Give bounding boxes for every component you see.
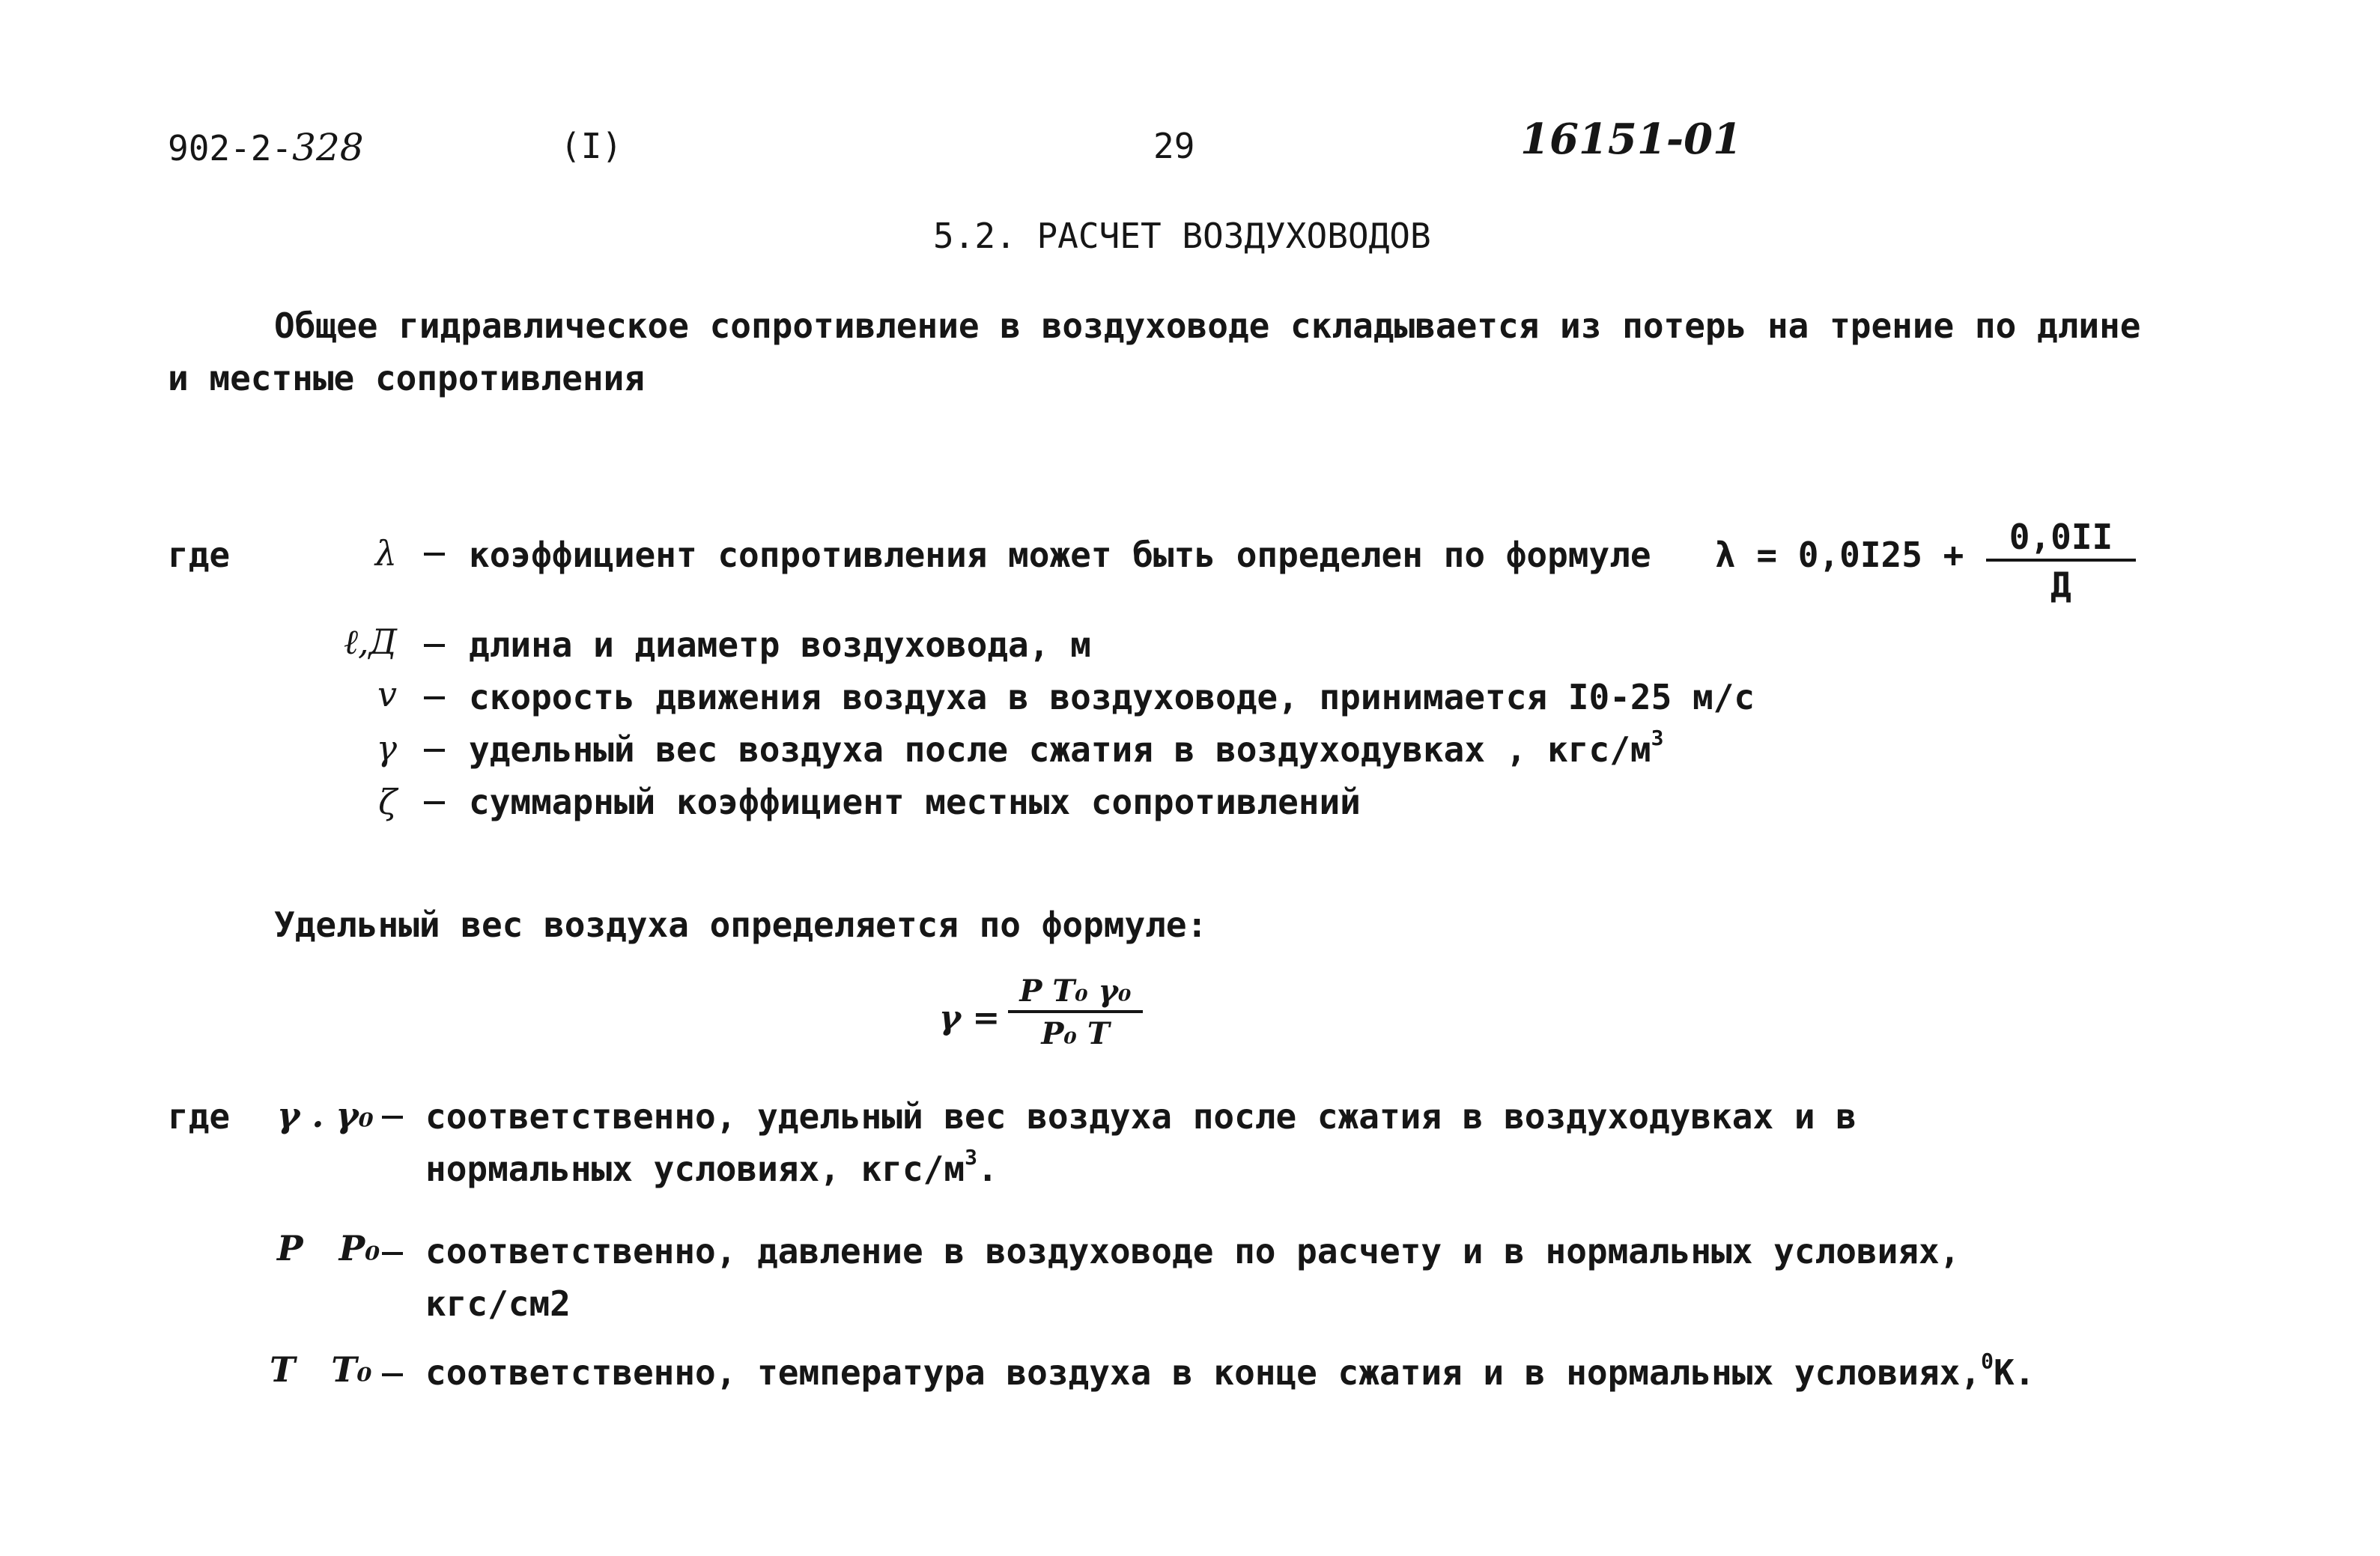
pressure-description-line-1: соответственно, давление в воздуховоде по расчету и в нормальных условиях, <box>425 1231 1961 1271</box>
section-title: 5.2. РАСЧЕТ ВОЗДУХОВОДОВ <box>933 216 1431 256</box>
document-code <box>168 127 364 168</box>
pressure-symbols: P P₀ <box>277 1228 380 1268</box>
intro-line-1: Общее гидравлическое сопротивление в воздуховоде складывается из потерь на трение по длине <box>274 306 2141 346</box>
gamma-gamma0-description-line-1: соответственно, удельный вес воздуха после сжатия в воздуходувках и в <box>425 1096 1857 1137</box>
dash <box>424 801 445 804</box>
dash <box>424 644 445 647</box>
where-label: где <box>168 535 231 575</box>
where-label-2: где <box>168 1096 231 1137</box>
temperature-description <box>425 1349 2036 1393</box>
specific-weight-intro: Удельный вес воздуха определяется по формуле: <box>274 905 1208 945</box>
gamma-symbol: γ <box>376 728 397 768</box>
gamma-description <box>469 726 1664 770</box>
velocity-description: скорость движения воздуха в воздуховоде, принимается I0-25 м/с <box>469 677 1755 717</box>
dash <box>424 553 445 556</box>
gamma-gamma0-tail: . <box>977 1149 998 1189</box>
page-number: 29 <box>1153 126 1195 166</box>
length-diameter-description: длина и диаметр воздуховода, м <box>469 624 1091 665</box>
temperature-description-text: соответственно, температура воздуха в конце сжатия и в нормальных условиях, <box>425 1352 1982 1393</box>
gamma-gamma0-symbol: γ . γ₀ <box>277 1095 374 1135</box>
specific-weight-numerator: P T₀ γ₀ <box>1008 973 1143 1013</box>
inventory-number-handwritten: 16151-01 <box>1520 115 1742 164</box>
gamma-description-text: удельный вес воздуха после сжатия в воздуходувках , кгс/м <box>469 729 1651 770</box>
temperature-symbols: T T₀ <box>270 1349 372 1390</box>
gamma-gamma0-superscript: 3 <box>965 1145 977 1170</box>
document-code-printed: 902-2- <box>168 128 293 168</box>
gamma-gamma0-line-2-text: нормальных условиях, кгс/м <box>425 1149 965 1189</box>
gamma-unit-superscript: 3 <box>1651 726 1664 750</box>
temperature-unit: К. <box>1993 1352 2036 1393</box>
specific-weight-fraction <box>1008 973 1143 1051</box>
dash <box>382 1252 403 1255</box>
lambda-description: коэффициент сопротивления может быть определен по формуле <box>469 535 1651 575</box>
lambda-formula-lhs: λ = 0,0I25 + <box>1715 535 1964 575</box>
specific-weight-lhs: γ = <box>939 999 1001 1037</box>
lambda-formula-fraction <box>1986 517 2136 605</box>
gamma-gamma0-description-line-2 <box>425 1145 998 1189</box>
dash <box>424 696 445 699</box>
dash <box>382 1116 403 1119</box>
zeta-description: суммарный коэффициент местных сопротивлений <box>469 782 1361 822</box>
document-code-handwritten: 328 <box>292 126 364 169</box>
lambda-formula-denominator: Д <box>2050 565 2071 605</box>
pressure-description-line-2: кгс/см2 <box>425 1283 571 1324</box>
intro-line-2: и местные сопротивления <box>168 358 645 398</box>
dash <box>424 749 445 752</box>
zeta-symbol: ζ <box>378 782 397 822</box>
length-diameter-symbol: ℓ,Д <box>343 622 397 662</box>
specific-weight-denominator: P₀ T <box>1041 1016 1110 1051</box>
temperature-superscript: 0 <box>1981 1349 1994 1373</box>
velocity-symbol: v <box>377 674 397 714</box>
dash <box>382 1373 403 1376</box>
lambda-formula-numerator: 0,0II <box>1986 517 2136 562</box>
lambda-symbol: λ <box>374 533 397 574</box>
volume-label: (I) <box>560 126 623 166</box>
